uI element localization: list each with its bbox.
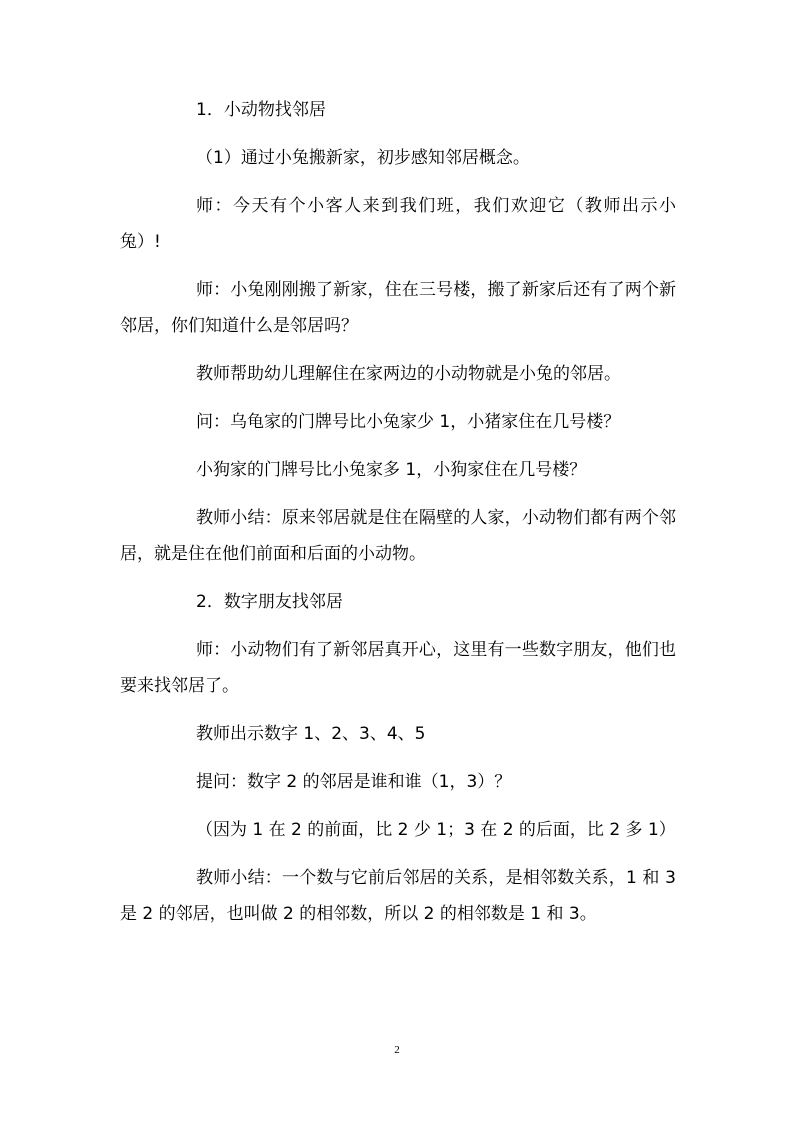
- paragraph-number-friends: 师：小动物们有了新邻居真开心，这里有一些数字朋友，他们也要来找邻居了。: [120, 640, 676, 696]
- paragraph-explanation: （因为 1 在 2 的前面，比 2 少 1；3 在 2 的后面，比 2 多 1）: [196, 820, 676, 840]
- subsection-heading: （1）通过小兔搬新家，初步感知邻居概念。: [196, 148, 530, 168]
- paragraph-show-numbers: 教师出示数字 1、2、3、4、5: [196, 724, 426, 744]
- paragraph-question-turtle: 问：乌龟家的门牌号比小兔家少 1，小猪家住在几号楼？: [196, 412, 621, 432]
- paragraph-teacher-summary-1: 教师小结：原来邻居就是住在隔壁的人家，小动物们都有两个邻居，就是住在他们前面和后面的小动物。: [120, 508, 676, 564]
- paragraph-teacher-summary-2: 教师小结：一个数与它前后邻居的关系，是相邻数关系，1 和 3 是 2 的邻居，也叫做 2 的相邻数，所以 2 的相邻数是 1 和 3。: [120, 868, 676, 924]
- document-body: [120, 92, 676, 944]
- section-heading-1: 1．小动物找邻居: [196, 100, 326, 120]
- paragraph-teacher-rabbit: 师：小兔刚刚搬了新家，住在三号楼，搬了新家后还有了两个新邻居，你们知道什么是邻居吗？: [120, 280, 676, 336]
- page-number: 2: [394, 1044, 400, 1056]
- paragraph-teacher-intro: 师：今天有个小客人来到我们班，我们欢迎它（教师出示小兔）!: [120, 196, 676, 252]
- section-heading-2: 2．数字朋友找邻居: [196, 592, 343, 612]
- paragraph-question-dog: 小狗家的门牌号比小兔家多 1，小狗家住在几号楼？: [196, 460, 587, 480]
- paragraph-teacher-help: 教师帮助幼儿理解住在家两边的小动物就是小兔的邻居。: [196, 364, 621, 384]
- paragraph-question-neighbors: 提问：数字 2 的邻居是谁和谁（1，3）？: [196, 772, 512, 792]
